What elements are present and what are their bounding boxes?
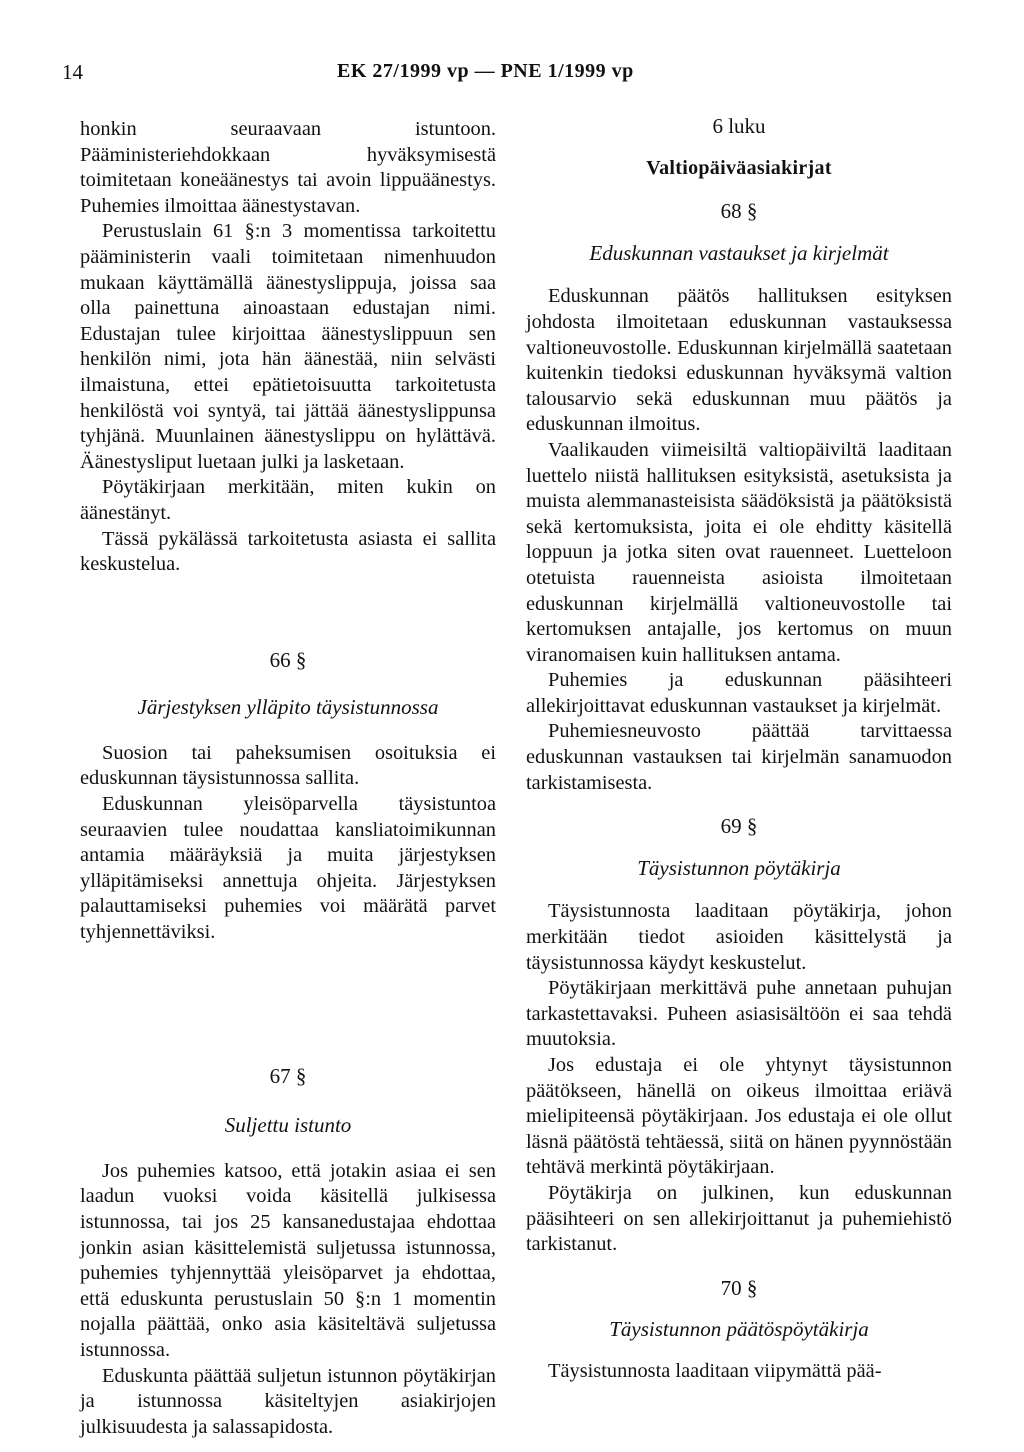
paragraph: Eduskunta päättää suljetun istunnon pöytäkirjan ja istunnossa käsiteltyjen asiakirjojen julkisuudesta ja salassapidosta. [80, 1364, 496, 1438]
section-title-67: Suljettu istunto [224, 1113, 352, 1138]
section-number-68: 68 § [720, 199, 758, 224]
paragraph: Pöytäkirjaan merkitään, miten kukin on äänestänyt. [80, 476, 496, 524]
paragraph: Pöytäkirjaan merkittävä puhe annetaan puhujan tarkastettavaksi. Puheen asiasisältöön ei saa tehdä muutoksia. [526, 977, 952, 1051]
page-header [62, 60, 962, 90]
section-number-66: 66 § [269, 647, 307, 672]
paragraph: Perustuslain 61 §:n 3 momentissa tarkoitettu pääministerin vaali toimitetaan nimenhuudon mukaan käyttämällä äänestyslippuja, joissa saa olla painettuna ainoastaan edustajan nimi. Edustajan tulee kirjoittaa äänestyslippuun sen henkilön nimi, jota hän äänestää, niin selvästi ilmaistuna, ettei epätietoisuutta tarkoitetusta henkilöstä voi syntyä, tai jättää äänestyslippunsa tyhjänä. Muunlainen äänestyslippu on hylättävä. Äänestysliput luetaan julki ja lasketaan. [80, 220, 496, 473]
section-title-70: Täysistunnon päätöspöytäkirja [609, 1317, 869, 1342]
paragraph: honkin seuraavaan istuntoon. Pääministeriehdokkaan hyväksymisestä toimitetaan koneäänestys tai avoin lippuäänestys. Puhemies ilmoittaa äänestystavan. [80, 118, 496, 217]
paragraph: Jos puhemies katsoo, että jotakin asiaa ei sen laadun vuoksi voida käsitellä julkisessa istunnossa, tai jos 25 kansanedustajaa ehdottaa jonkin asian käsittelemistä suljetussa istunnossa, puhemies tyhjennyttää yleisöparvet ja ehdottaa, että eduskunta perustuslain 50 §:n 1 momentin nojalla päättää, onko asia käsiteltävä suljetussa istunnossa. [80, 1159, 496, 1361]
paragraph: Suosion tai paheksumisen osoituksia ei eduskunnan täysistunnossa sallita. [80, 741, 496, 790]
paragraph: Puhemiesneuvosto päättää tarvittaessa eduskunnan vastauksen tai kirjelmän sanamuodon tarkistamisesta. [526, 720, 952, 794]
chapter-title: Valtiopäiväasiakirjat [646, 156, 832, 179]
section-number-69: 69 § [720, 814, 758, 839]
paragraph: Jos edustaja ei ole yhtynyt täysistunnon päätökseen, hänellä on oikeus ilmoittaa eriävä mielipiteensä pöytäkirjaan. Jos edustaja ei ole ollut läsnä päätöstä tehtäessä, siitä on hänen pyynnöstään tehtävä merkintä pöytäkirjaan. [526, 1054, 952, 1179]
right-column [526, 114, 952, 1385]
paragraph: Eduskunnan päätös hallituksen esityksen johdosta ilmoitetaan eduskunnan vastauksessa valtioneuvostolle. Eduskunnan kirjelmällä saatetaan kuitenkin tiedoksi eduskunnan hyväksymä valtion talousarvio sekä eduskunnan muu päätös ja eduskunnan ilmoitus. [526, 285, 952, 436]
paragraph: Vaalikauden viimeisiltä valtiopäiviltä laaditaan luettelo niistä hallituksen esityksistä, asetuksista ja muista alemmanasteisista säädöksistä ja päätöksistä sekä kertomuksista, joita ei ole ehditty käsitellä loppuun ja jotka siten ovat rauenneet. Luetteloon otetuista rauenneista asioista ilmoitetaan eduskunnan kirjelmällä valtioneuvostolle tai kertomuksen antajalle, jos kertomus on muun viranomaisen kuin hallituksen antama. [526, 438, 952, 666]
running-title: EK 27/1999 vp — PNE 1/1999 vp [337, 60, 634, 82]
section-number-67: 67 § [269, 1063, 307, 1088]
paragraph: Puhemies ja eduskunnan pääsihteeri allekirjoittavat eduskunnan vastaukset ja kirjelmät. [526, 669, 952, 717]
paragraph: Tässä pykälässä tarkoitetusta asiasta ei sallita keskustelua. [80, 527, 496, 576]
paragraph: Eduskunnan yleisöparvella täysistuntoa seuraavien tulee noudattaa kansliatoimikunnan antamia määräyksiä ja muita järjestyksen ylläpitämiseksi annettuja ohjeita. Järjestyksen palauttamiseksi puhemies voi määrätä parvet tyhjennettäviksi. [80, 793, 496, 944]
section-title-66: Järjestyksen ylläpito täysistunnossa [137, 695, 439, 720]
section-number-70: 70 § [720, 1275, 758, 1300]
page-number: 14 [62, 60, 83, 84]
left-column [80, 117, 496, 1440]
paragraph: Täysistunnosta laaditaan viipymättä pää- [548, 1359, 882, 1382]
section-title-69: Täysistunnon pöytäkirja [637, 855, 841, 880]
paragraph: Pöytäkirja on julkinen, kun eduskunnan pääsihteeri on sen allekirjoittanut ja puhemiehistö tarkistanut. [526, 1181, 952, 1256]
chapter-label: 6 luku [712, 114, 766, 138]
section-title-68: Eduskunnan vastaukset ja kirjelmät [589, 240, 889, 265]
paragraph: Täysistunnosta laaditaan pöytäkirja, johon merkitään tiedot asioiden käsittelystä ja täysistunnossa käydyt keskustelut. [526, 900, 952, 974]
